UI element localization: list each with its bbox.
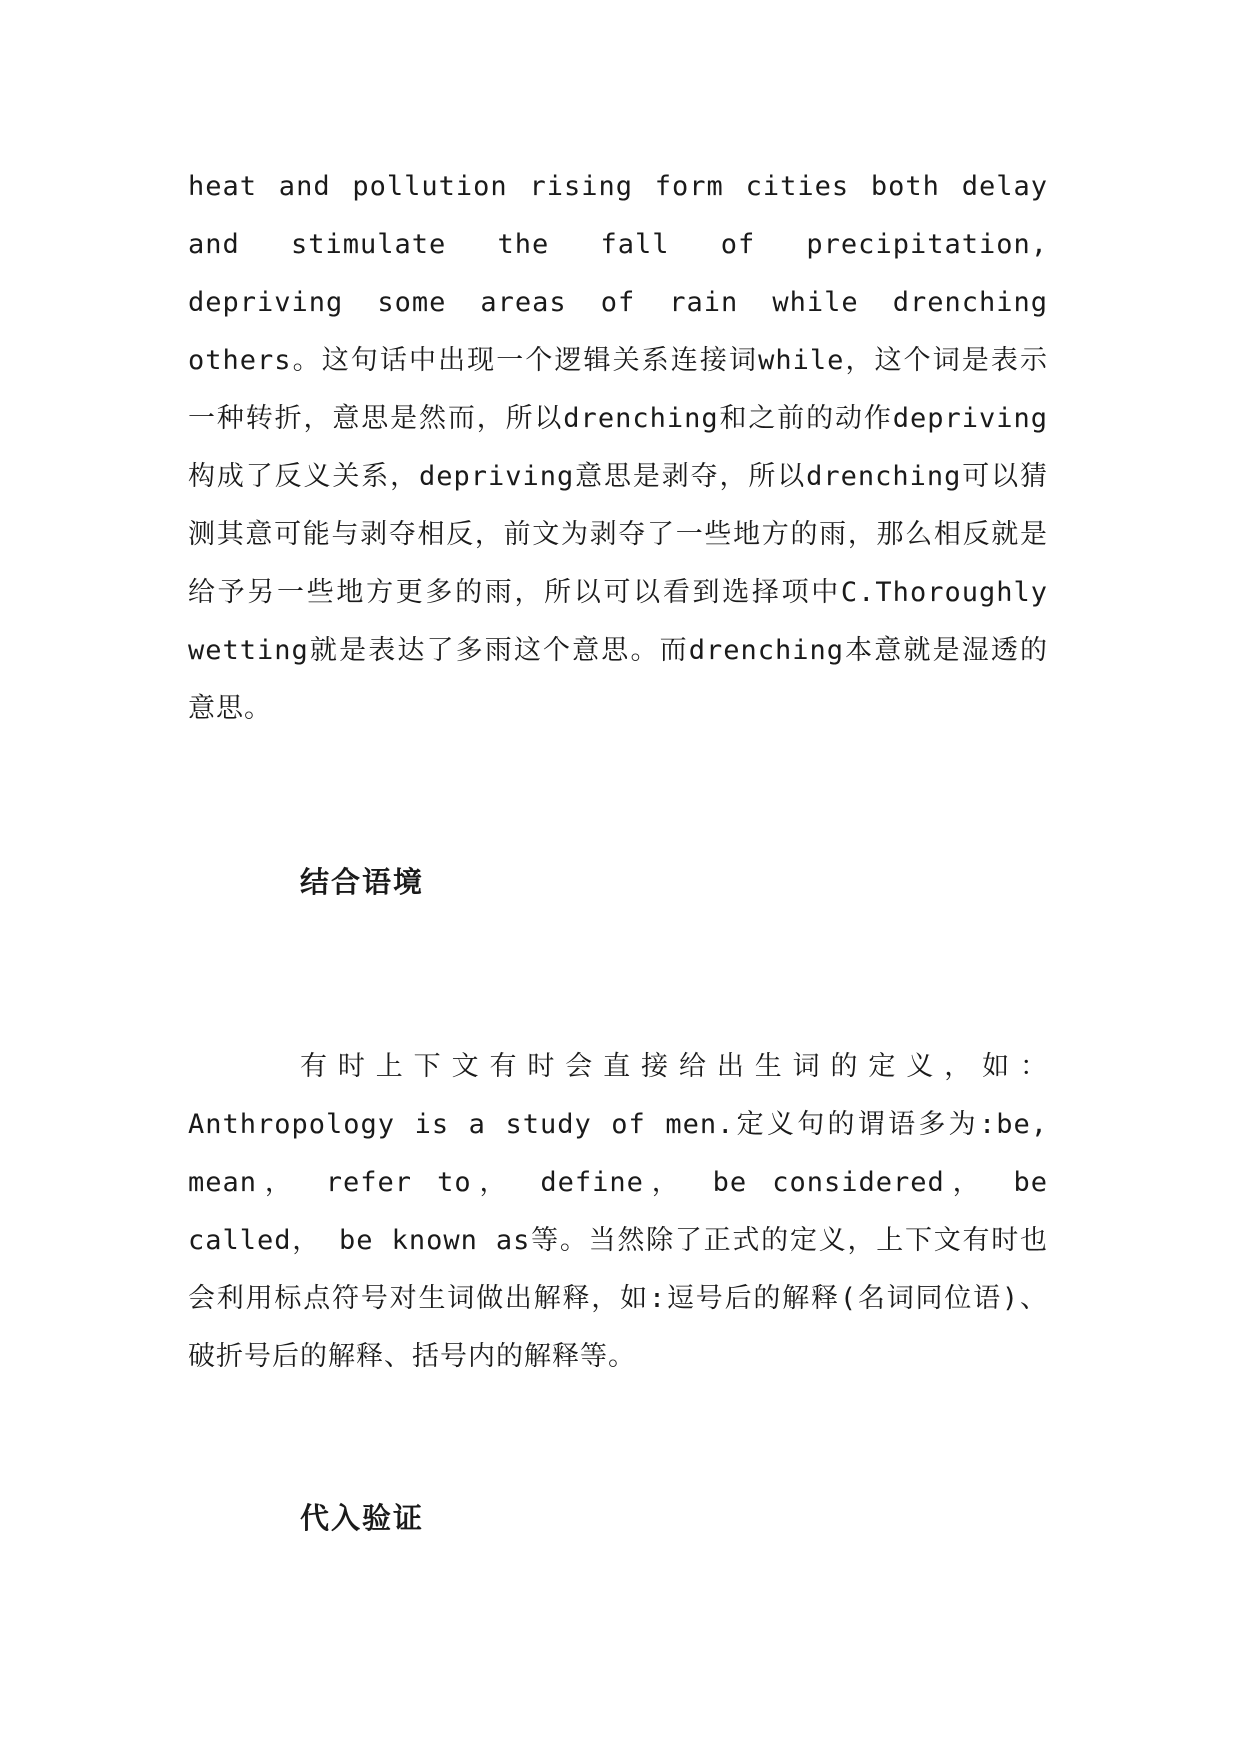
section-heading-context: 结合语境	[300, 865, 425, 899]
paragraph-definition-clues: 有时上下文有时会直接给出生词的定义，如：Anthropology is a study of men.定义句的谓语多为:be, mean， refer to， define， be considered， be called， be known as等。当然除了正式的定义，上下文有时也会利用标点符号对生词做出解释，如:逗号后的解释(名词同位语)、破折号后的解释、括号内的解释等。	[188, 1051, 1048, 1372]
section-heading-substitution: 代入验证	[300, 1501, 425, 1535]
paragraph-drenching-example: heat and pollution rising form cities both delay and stimulate the fall of precipitation, depriving some areas of rain while drenching others。这句话中出现一个逻辑关系连接词while，这个词是表示一种转折，意思是然而，所以drenching和之前的动作depriving构成了反义关系，depriving意思是剥夺，所以drenching可以猜测其意可能与剥夺相反，前文为剥夺了一些地方的雨，那么相反就是给予另一些地方更多的雨，所以可以看到选择项中C.Thoroughly wetting就是表达了多雨这个意思。而drenching本意就是湿透的意思。	[188, 171, 1048, 724]
